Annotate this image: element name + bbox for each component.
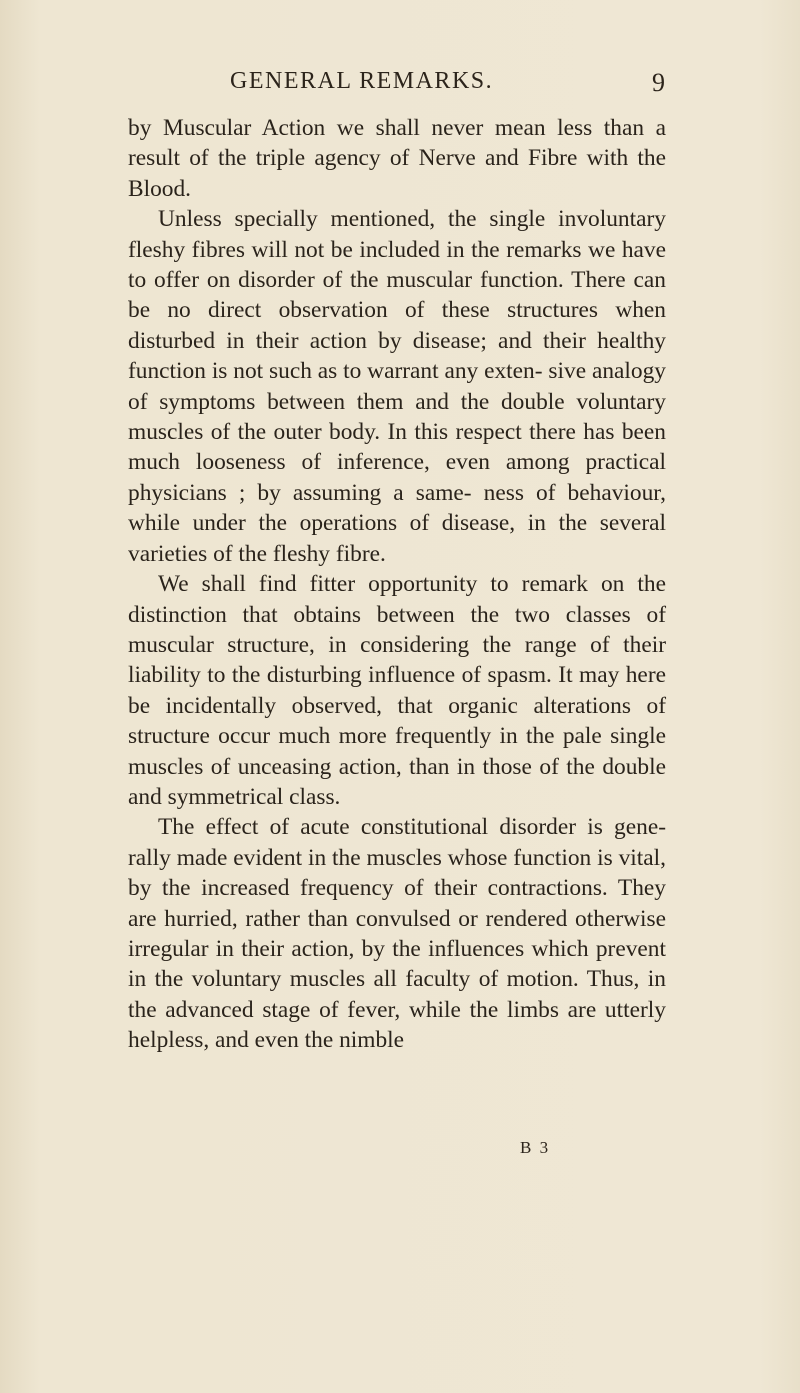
signature-mark: B 3 bbox=[520, 1138, 551, 1157]
page-number: 9 bbox=[652, 68, 665, 97]
body-text bbox=[128, 113, 666, 1056]
running-head bbox=[120, 68, 665, 102]
paragraph-1: by Muscular Action we shall never mean less than a result of the triple agency of Nerve and Fibre with the Blood. bbox=[128, 115, 666, 202]
paragraph-3: We shall find fitter opportunity to remark on the distinction that obtains between the two classes of muscular structure, in considering the range of their liability to the disturbing influence of spasm. It may here be incidentally observed, that organic alterations of structure occur much more frequently in the pale single muscles of unceasing action, than in those of the double and symmetrical class. bbox=[128, 571, 666, 810]
paragraph-4: The effect of acute constitutional disorder is gene- rally made evident in the muscles whose function is vital, by the increased frequency of their contractions. They are hurried, rather than convulsed or rendered otherwise irregular in their action, by the influences which prevent in the voluntary muscles all faculty of motion. Thus, in the advanced stage of fever, while the limbs are utterly helpless, and even the nimble bbox=[128, 814, 666, 1054]
running-title: GENERAL REMARKS. bbox=[230, 68, 494, 94]
paragraph-2: Unless specially mentioned, the single involuntary fleshy fibres will not be included in the remarks we have to offer on disorder of the muscular function. There can be no direct observation of these structures when disturbed in their action by disease; and their healthy function is not such as to warrant any exten- sive analogy of symptoms between them and the double voluntary muscles of the outer body. In this respect there has been much looseness of inference, even among practical physicians ; by assuming a same- ness of behaviour, while under the operations of disease, in the several varieties of the fleshy fibre. bbox=[128, 206, 666, 567]
